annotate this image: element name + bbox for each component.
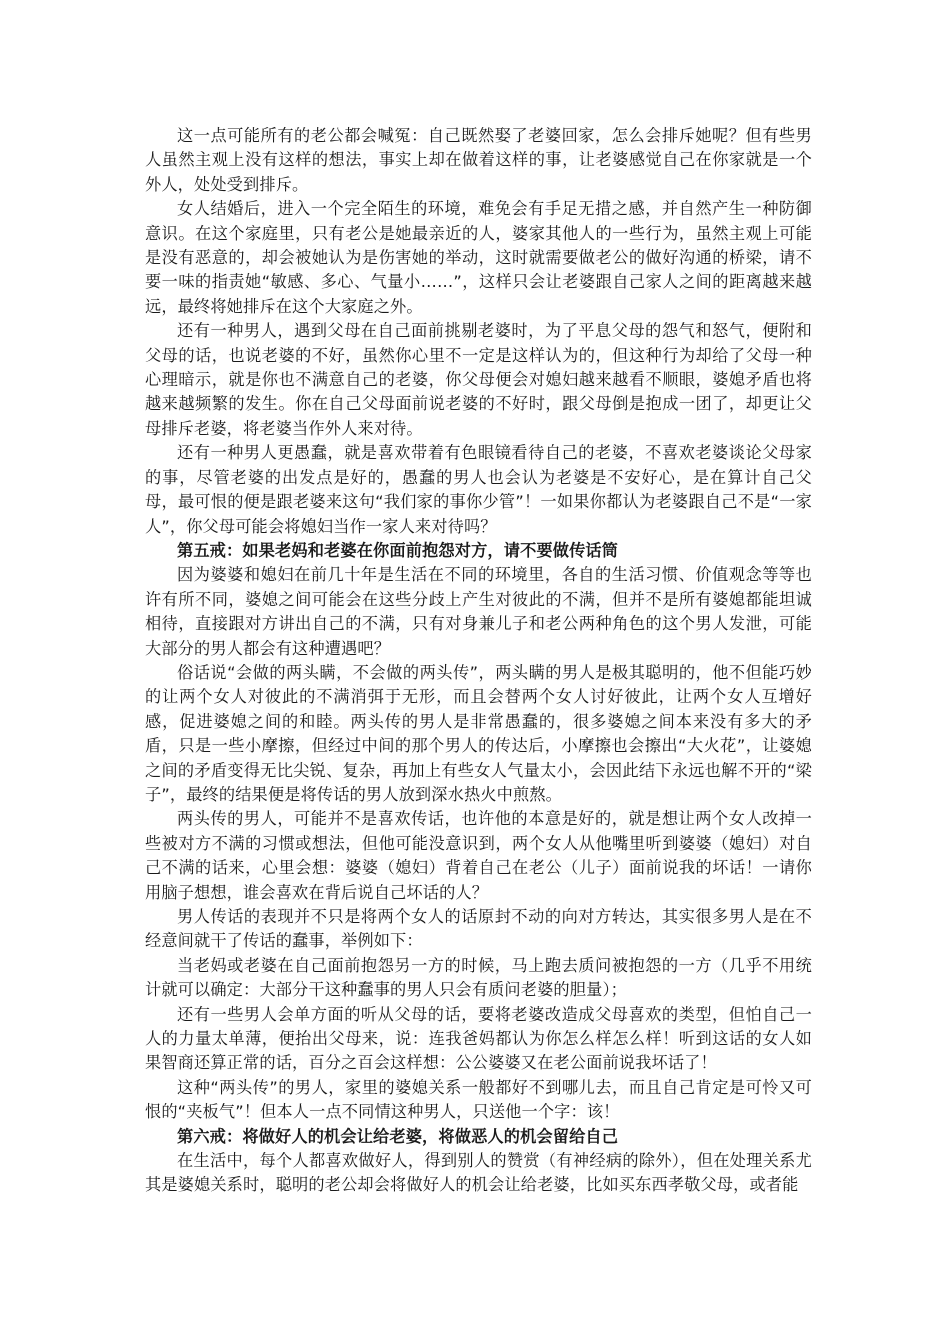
paragraph: 俗话说“会做的两头瞒，不会做的两头传”，两头瞒的男人是极其聪明的，他不但能巧妙的让两个女人对彼此的不满消弭于无形，而且会替两个女人讨好彼此，让两个女人互增好感，促进婆媳之间的和睦。两头传的男人是非常愚蠢的，很多婆媳之间本来没有多大的矛盾，只是一些小摩擦，但经过中间的那个男人的传达后，小摩擦也会擦出“大火花”，让婆媳之间的矛盾变得无比尖锐、复杂，再加上有些女人气量太小，会因此结下永远也解不开的“梁子”，最终的结果便是将传话的男人放到深水热火中煎熬。 <box>145 662 812 804</box>
paragraph: 两头传的男人，可能并不是喜欢传话，也许他的本意是好的，就是想让两个女人改掉一些被对方不满的习惯或想法，但他可能没意识到，两个女人从他嘴里听到婆婆（媳妇）对自己不满的话来，心里会想：婆婆（媳妇）背着自己在老公（儿子）面前说我的坏话！一请你用脑子想想，谁会喜欢在背后说自己坏话的人？ <box>145 809 812 902</box>
paragraph: 在生活中，每个人都喜欢做好人，得到别人的赞赏（有神经病的除外），但在处理关系尤其是婆媳关系时，聪明的老公却会将做好人的机会让给老婆，比如买东西孝敬父母，或者能 <box>145 1151 812 1195</box>
paragraph: 还有一些男人会单方面的听从父母的话，要将老婆改造成父母喜欢的类型，但怕自己一人的力量太单薄，便抬出父母来，说：连我爸妈都认为你怎么样怎么样！听到这话的女人如果智商还算正常的话，百分之百会这样想：公公婆婆又在老公面前说我坏话了！ <box>145 1004 812 1073</box>
section-heading: 第六戒：将做好人的机会让给老婆，将做恶人的机会留给自己 <box>177 1126 619 1146</box>
paragraph: 还有一种男人更愚蠢，就是喜欢带着有色眼镜看待自己的老婆，不喜欢老婆谈论父母家的事，尽管老婆的出发点是好的，愚蠢的男人也会认为老婆是不安好心，是在算计自己父母，最可恨的便是跟老婆来这句“我们家的事你少管”！一如果你都认为老婆跟自己不是“一家人”，你父母可能会将媳妇当作一家人来对待吗？ <box>145 443 812 536</box>
paragraph: 因为婆婆和媳妇在前几十年是生活在不同的环境里，各自的生活习惯、价值观念等等也许有所不同，婆媳之间可能会在这些分歧上产生对彼此的不满，但并不是所有婆媳都能坦诚相待，直接跟对方讲出自己的不满，只有对身兼儿子和老公两种角色的这个男人发泄，可能大部分的男人都会有这种遭遇吧？ <box>145 565 812 658</box>
section-heading: 第五戒：如果老妈和老婆在你面前抱怨对方，请不要做传话筒 <box>177 540 619 560</box>
paragraph: 还有一种男人，遇到父母在自己面前挑剔老婆时，为了平息父母的怨气和怒气，便附和父母的话，也说老婆的不好，虽然你心里不一定是这样认为的，但这种行为却给了父母一种心理暗示，就是你也不满意自己的老婆，你父母便会对媳妇越来越看不顺眼，婆媳矛盾也将越来越频繁的发生。你在自己父母面前说老婆的不好时，跟父母倒是抱成一团了，却更让父母排斥老婆，将老婆当作外人来对待。 <box>145 321 812 438</box>
document-page <box>145 124 812 1198</box>
paragraph: 这种“两头传”的男人，家里的婆媳关系一般都好不到哪儿去，而且自己肯定是可怜又可恨的“夹板气”！但本人一点不同情这种男人，只送他一个字：该！ <box>145 1077 812 1122</box>
paragraph: 女人结婚后，进入一个完全陌生的环境，难免会有手足无措之感，并自然产生一种防御意识。在这个家庭里，只有老公是她最亲近的人，婆家其他人的一些行为，虽然主观上可能是没有恶意的，却会被她认为是伤害她的举动，这时就需要做老公的做好沟通的桥梁，请不要一味的指责她“敏感、多心、气量小……”，这样只会让老婆跟自己家人之间的距离越来越远，最终将她排斥在这个大家庭之外。 <box>145 199 812 316</box>
paragraph: 当老妈或老婆在自己面前抱怨另一方的时候，马上跑去质问被抱怨的一方（几乎不用统计就可以确定：大部分干这种蠢事的男人只会有质问老婆的胆量）； <box>145 955 812 1000</box>
paragraph: 这一点可能所有的老公都会喊冤：自己既然娶了老婆回家，怎么会排斥她呢？但有些男人虽然主观上没有这样的想法，事实上却在做着这样的事，让老婆感觉自己在你家就是一个外人，处处受到排斥。 <box>145 126 812 194</box>
paragraph: 男人传话的表现并不只是将两个女人的话原封不动的向对方转达，其实很多男人是在不经意间就干了传话的蠢事，举例如下： <box>145 907 812 951</box>
